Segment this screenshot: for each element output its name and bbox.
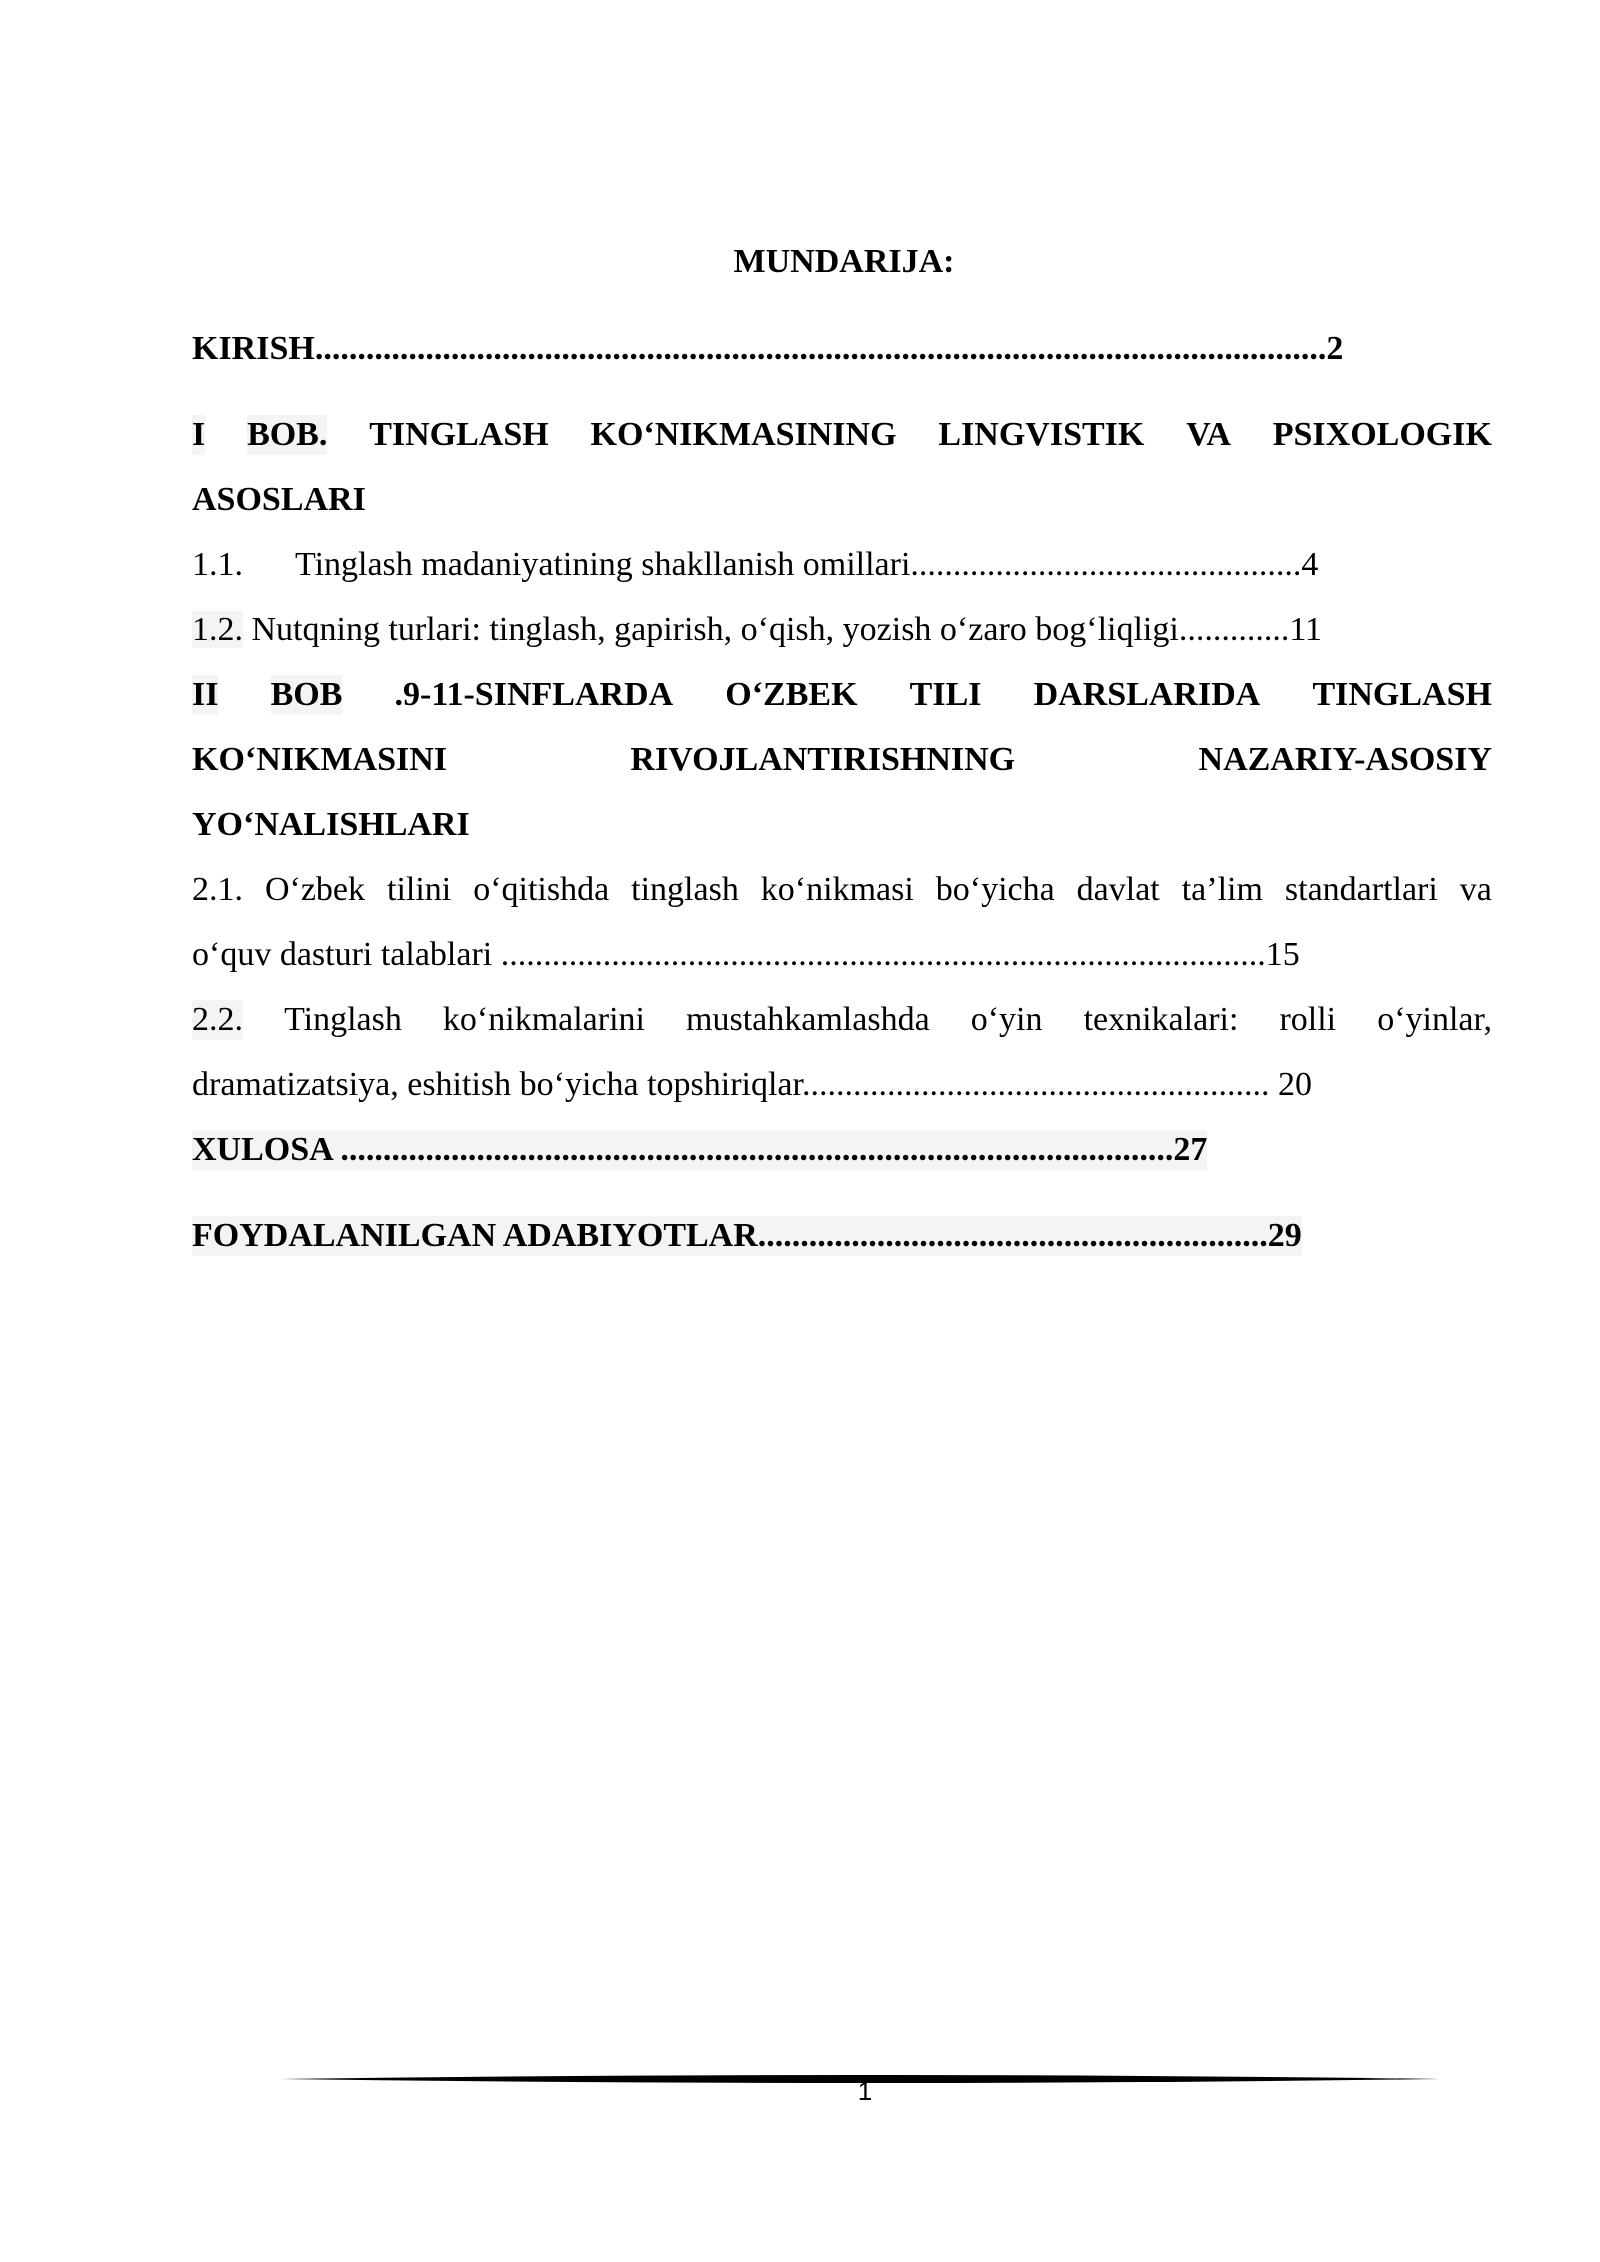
toc-word: ko‘nikmasi xyxy=(760,871,914,908)
toc-word: o‘qitishda xyxy=(473,871,610,908)
toc-word: BOB. xyxy=(247,416,328,453)
section-title: Tinglash madaniyatining shakllanish omillari..............................................4 xyxy=(295,546,1319,583)
toc-word: O‘zbek xyxy=(264,871,366,908)
toc-word: .9-11-SINFLARDA xyxy=(394,676,674,713)
toc-word: NAZARIY-ASOSIY xyxy=(1198,741,1492,778)
toc-entry-bob1-line2: ASOSLARI xyxy=(192,481,366,518)
toc-entry-xulosa: XULOSA ..................................................................................................27 xyxy=(192,1131,1208,1168)
toc-word: davlat xyxy=(1076,871,1160,908)
toc-word: BOB xyxy=(270,676,343,713)
toc-word: Tinglash xyxy=(284,1001,402,1038)
toc-word: o‘yin xyxy=(970,1001,1043,1038)
toc-word: VA xyxy=(1186,416,1231,453)
toc-word: 2.2. xyxy=(192,1001,243,1038)
toc-word: bo‘yicha xyxy=(935,871,1055,908)
toc-word: TILI xyxy=(909,676,982,713)
toc-word: LINGVISTIK xyxy=(938,416,1145,453)
toc-word: KO‘NIKMASINI xyxy=(192,741,448,778)
toc-entry-bob1-line1 xyxy=(192,415,1492,455)
toc-entry-bob2-line1 xyxy=(192,675,1492,715)
toc-word: DARSLARIDA xyxy=(1033,676,1261,713)
toc-word: TINGLASH xyxy=(369,416,549,453)
toc-word: rolli xyxy=(1279,1001,1337,1038)
toc-word: ta’lim xyxy=(1181,871,1263,908)
section-number: 1.2. xyxy=(192,611,243,648)
toc-word: I xyxy=(192,416,206,453)
section-title: Nutqning turlari: tinglash, gapirish, o‘qish, yozish o‘zaro bog‘liqligi.............11 xyxy=(243,611,1323,648)
toc-entry-2-1-line2: o‘quv dasturi talablari ..........................................................................................15 xyxy=(192,936,1300,973)
toc-word: TINGLASH xyxy=(1312,676,1492,713)
toc-entry-1-2 xyxy=(192,610,1322,650)
toc-entry-adabiyotlar: FOYDALANILGAN ADABIYOTLAR............................................................29 xyxy=(192,1217,1302,1254)
toc-word: texnikalari: xyxy=(1083,1001,1239,1038)
toc-word: O‘ZBEK xyxy=(725,676,858,713)
toc-entry-2-2-line2: dramatizatsiya, eshitish bo‘yicha topshiriqlar....................................................... 20 xyxy=(192,1066,1312,1103)
page-number: 1 xyxy=(857,2076,873,2106)
toc-word: PSIXOLOGIK xyxy=(1272,416,1492,453)
toc-entry-2-1-line1 xyxy=(192,870,1492,910)
toc-entry-bob2-line2 xyxy=(192,740,1492,780)
toc-word: II xyxy=(192,676,219,713)
toc-entry-2-2-line1 xyxy=(192,1000,1492,1040)
toc-word: RIVOJLANTIRISHNING xyxy=(630,741,1016,778)
toc-entry-kirish: KIRISH.......................................................................................................................2 xyxy=(192,330,1344,367)
toc-word: tinglash xyxy=(631,871,739,908)
page-title: MUNDARIJA: xyxy=(733,243,955,280)
toc-word: o‘yinlar, xyxy=(1377,1001,1492,1038)
toc-word: KO‘NIKMASINING xyxy=(590,416,897,453)
toc-word: va xyxy=(1459,871,1492,908)
toc-word: ko‘nikmalarini xyxy=(442,1001,645,1038)
toc-word: mustahkamlashda xyxy=(686,1001,930,1038)
toc-word: 2.1. xyxy=(192,871,243,908)
toc-entry-1-1 xyxy=(192,545,1318,585)
section-number: 1.1. xyxy=(192,546,243,583)
toc-word: tilini xyxy=(387,871,452,908)
toc-word: standartlari xyxy=(1284,871,1438,908)
toc-entry-bob2-line3: YO‘NALISHLARI xyxy=(192,806,470,843)
